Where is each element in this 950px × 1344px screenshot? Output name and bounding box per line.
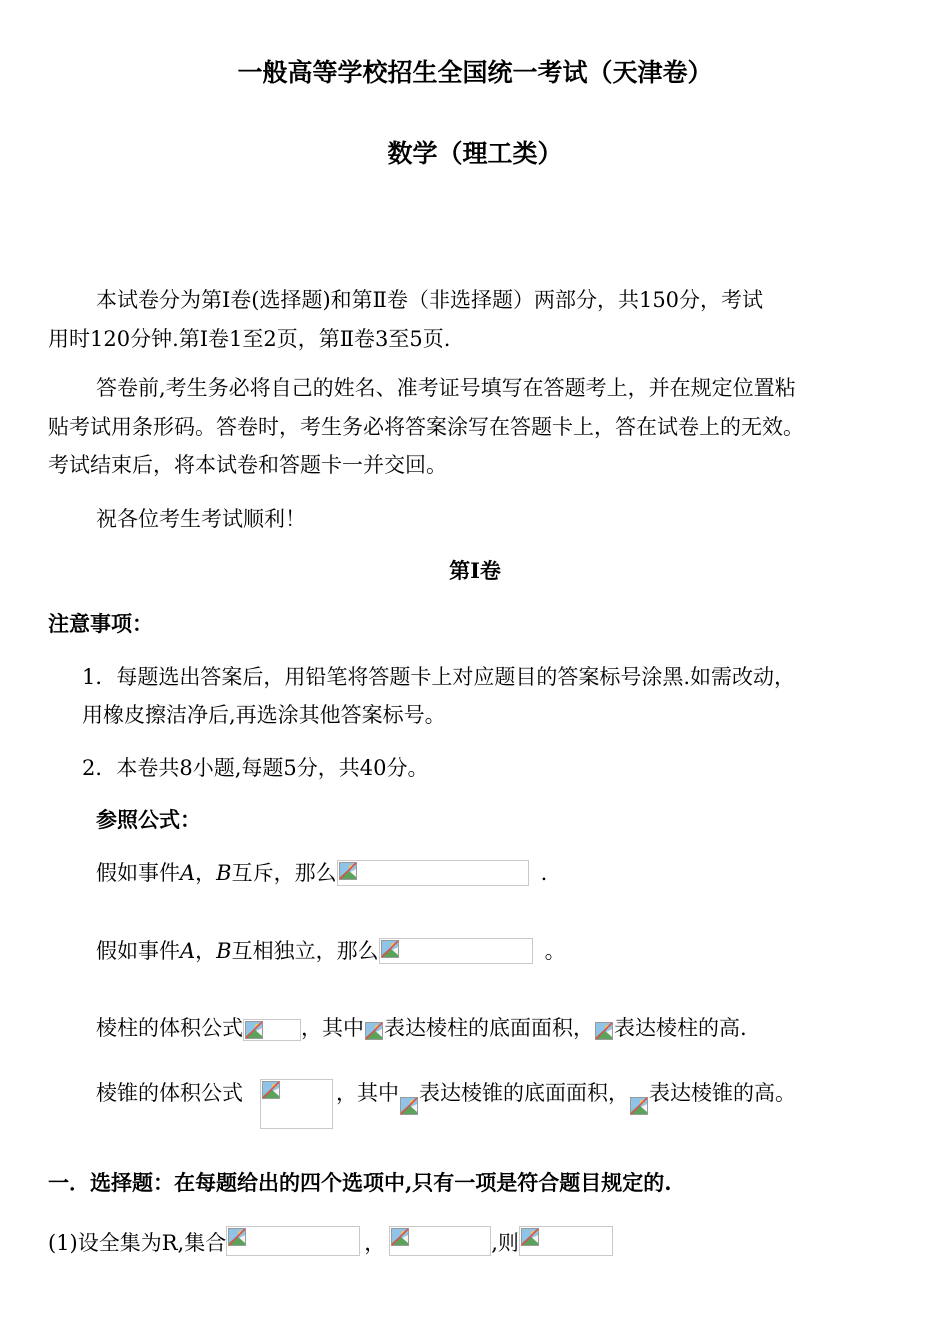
intro-paragraph-2-line-1: 答卷前,考生务必将自己的姓名、准考证号填写在答题考上，并在规定位置粘 (96, 376, 796, 400)
question-1-separator-2: ,则 (491, 1231, 519, 1255)
exam-subtitle: 数学（理工类） (387, 139, 563, 168)
question-1-prefix: (1)设全集为R,集合 (48, 1231, 227, 1255)
formula-4-prefix: 棱锥的体积公式 (96, 1081, 243, 1105)
formula-image-placeholder (364, 1021, 384, 1041)
intro-paragraph-1-line-2: 用时120分钟.第Ⅰ卷1至2页，第Ⅱ卷3至5页. (48, 327, 451, 351)
broken-image-icon (521, 1228, 539, 1246)
formula-image-placeholder (243, 1019, 301, 1041)
formula-1-separator: ， (195, 861, 217, 885)
question-1 (48, 1226, 613, 1256)
formula-2-prefix: 假如事件 (96, 939, 180, 963)
formula-1-suffix: 互斥，那么 (231, 861, 337, 885)
broken-image-icon (400, 1097, 418, 1115)
question-1-expression-image-placeholder (519, 1226, 613, 1256)
formula-image-placeholder (379, 938, 533, 964)
note-2: 2．本卷共8小题,每题5分，共40分。 (82, 756, 429, 780)
intro-paragraph-2-line-3: 考试结束后，将本试卷和答题卡一并交回。 (48, 453, 447, 477)
broken-image-icon (365, 1022, 383, 1040)
formula-image-placeholder (399, 1096, 419, 1116)
broken-image-icon (245, 1021, 263, 1039)
exam-title: 一般高等学校招生全国统一考试（天津卷） (237, 58, 713, 87)
formula-pyramid-volume-description (336, 1080, 796, 1116)
formula-3-mid: ，其中 (301, 1016, 364, 1040)
broken-image-icon (630, 1097, 648, 1115)
broken-image-icon (595, 1022, 613, 1040)
broken-image-icon (339, 862, 357, 880)
formula-2-suffix: 互相独立，那么 (231, 939, 379, 963)
section-heading: 第Ⅰ卷 (449, 558, 501, 583)
formula-prism-volume (96, 1015, 747, 1041)
set-a-image-placeholder (226, 1226, 360, 1256)
formula-4-s-description: 表达棱锥的底面面积， (419, 1081, 629, 1105)
formula-1-end: . (540, 861, 548, 885)
broken-image-icon (391, 1228, 409, 1246)
formula-mutually-exclusive (96, 860, 547, 886)
event-b-symbol: B (216, 939, 232, 963)
set-b-image-placeholder (389, 1226, 491, 1256)
formula-image-placeholder (337, 860, 529, 886)
formula-3-h-description: 表达棱柱的高. (614, 1016, 747, 1040)
formula-image-placeholder (629, 1096, 649, 1116)
formula-3-prefix: 棱柱的体积公式 (96, 1016, 243, 1040)
formula-2-separator: ， (195, 939, 217, 963)
broken-image-icon (262, 1081, 280, 1099)
intro-paragraph-2-line-2: 贴考试用条形码。答卷时，考生务必将答案涂写在答题卡上，答在试卷上的无效。 (48, 415, 804, 439)
broken-image-icon (228, 1228, 246, 1246)
formula-4-h-description: 表达棱锥的高。 (649, 1081, 796, 1105)
formula-1-prefix: 假如事件 (96, 861, 180, 885)
intro-paragraph-1-line-1: 本试卷分为第Ⅰ卷(选择题)和第Ⅱ卷（非选择题）两部分，共150分，考试 (96, 288, 764, 312)
good-luck-text: 祝各位考生考试顺利！ (96, 507, 306, 531)
formulas-title: 参照公式： (96, 807, 201, 832)
formula-image-placeholder (594, 1021, 614, 1041)
formula-image-placeholder (260, 1079, 333, 1129)
formula-4-mid: ，其中 (336, 1081, 399, 1105)
event-a-symbol: A (180, 861, 196, 885)
event-b-symbol: B (216, 861, 232, 885)
formula-pyramid-volume-label (96, 1080, 243, 1106)
broken-image-icon (381, 940, 399, 958)
notes-title: 注意事项： (48, 611, 153, 636)
formula-2-end: 。 (544, 939, 566, 963)
formula-independent (96, 938, 566, 964)
note-1-line-2: 用橡皮擦洁净后,再选涂其他答案标号。 (82, 703, 446, 727)
question-1-separator-1: ， (364, 1231, 386, 1255)
formula-3-s-description: 表达棱柱的底面面积， (384, 1016, 594, 1040)
note-1-line-1: 1．每题选出答案后，用铅笔将答题卡上对应题目的答案标号涂黑.如需改动， (82, 665, 796, 689)
event-a-symbol: A (180, 939, 196, 963)
part-1-heading: 一．选择题：在每题给出的四个选项中,只有一项是符合题目规定的. (48, 1170, 672, 1195)
